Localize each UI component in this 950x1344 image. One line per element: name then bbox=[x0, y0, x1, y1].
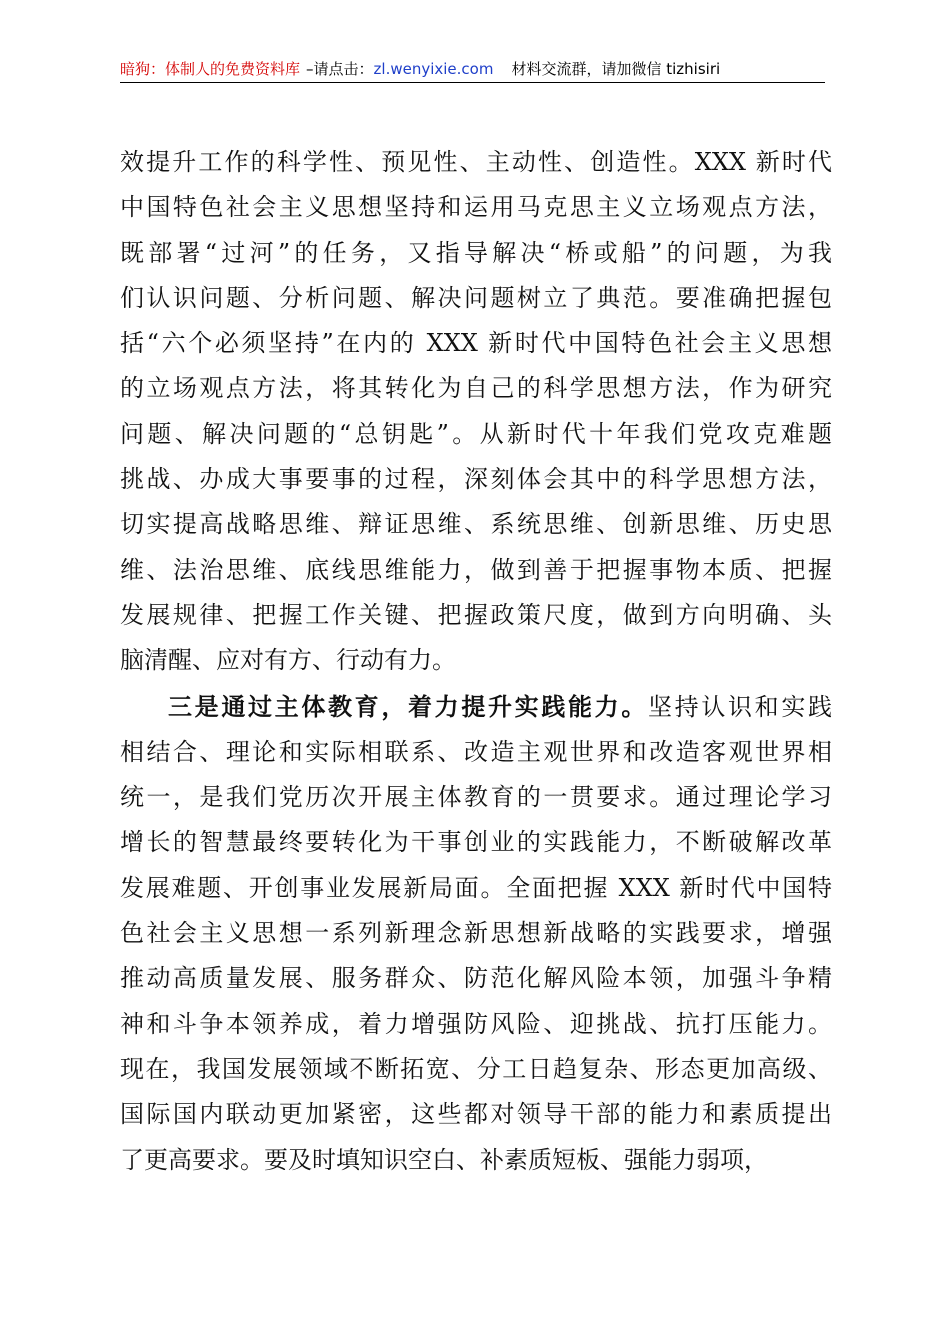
header-site-name: 暗狗：体制人的免费资料库 bbox=[120, 60, 301, 78]
paragraph-2 bbox=[120, 684, 832, 1183]
paragraph-1 bbox=[120, 140, 832, 684]
text-line: 脑清醒、应对有方、行动有力。 bbox=[120, 646, 456, 675]
text-line: 切实提高战略思维、辩证思维、系统思维、创新思维、历史思 bbox=[120, 510, 832, 539]
text-line-first bbox=[120, 684, 832, 730]
text-line: 中国特色社会主义思想坚持和运用马克思主义立场观点方法， bbox=[120, 193, 832, 222]
text-line: 们认识问题、分析问题、解决问题树立了典范。要准确把握包 bbox=[120, 283, 832, 312]
page-header bbox=[120, 58, 825, 83]
text-line: 问题、解决问题的“总钥匙”。从新时代十年我们党攻克难题 bbox=[120, 419, 832, 448]
text-line: 推动高质量发展、服务群众、防范化解风险本领，加强斗争精 bbox=[120, 964, 832, 993]
text-line: 增长的智慧最终要转化为干事创业的实践能力，不断破解改革 bbox=[120, 828, 832, 857]
text-line: 的立场观点方法，将其转化为自己的科学思想方法，作为研究 bbox=[120, 374, 832, 403]
text-run: 坚持认识和实践 bbox=[648, 692, 832, 721]
text-line: 发展难题、开创事业发展新局面。全面把握 XXX 新时代中国特 bbox=[120, 873, 832, 902]
text-line: 维、法治思维、底线思维能力，做到善于把握事物本质、把握 bbox=[120, 555, 832, 584]
text-line: 国际国内联动更加紧密，这些都对领导干部的能力和素质提出 bbox=[120, 1100, 832, 1129]
text-line: 效提升工作的科学性、预见性、主动性、创造性。XXX 新时代 bbox=[120, 148, 832, 176]
text-line: 了更高要求。要及时填知识空白、补素质短板、强能力弱项， bbox=[120, 1145, 768, 1174]
text-line: 相结合、理论和实际相联系、改造主观世界和改造客观世界相 bbox=[120, 737, 832, 766]
document-body bbox=[120, 140, 832, 1183]
text-line: 既部署“过河”的任务，又指导解决“桥或船”的问题，为我 bbox=[120, 238, 832, 267]
header-prompt: –请点击： bbox=[306, 60, 374, 78]
text-line: 现在，我国发展领域不断拓宽、分工日趋复杂、形态更加高级、 bbox=[120, 1054, 832, 1083]
text-line: 色社会主义思想一系列新理念新思想新战略的实践要求，增强 bbox=[120, 919, 832, 948]
text-line: 括“六个必须坚持”在内的 XXX 新时代中国特色社会主义思想 bbox=[120, 329, 832, 358]
text-line: 发展规律、把握工作关键、把握政策尺度，做到方向明确、头 bbox=[120, 600, 832, 629]
text-line: 统一，是我们党历次开展主体教育的一贯要求。通过理论学习 bbox=[120, 783, 832, 812]
text-line: 挑战、办成大事要事的过程，深刻体会其中的科学思想方法， bbox=[120, 465, 832, 494]
text-line: 神和斗争本领养成，着力增强防风险、迎挑战、抗打压能力。 bbox=[120, 1009, 832, 1038]
header-url-link[interactable]: zl.wenyixie.com bbox=[373, 60, 494, 78]
section-heading: 三是通过主体教育，着力提升实践能力。 bbox=[168, 691, 648, 721]
header-contact: 材料交流群，请加微信 tizhisiri bbox=[511, 60, 721, 78]
